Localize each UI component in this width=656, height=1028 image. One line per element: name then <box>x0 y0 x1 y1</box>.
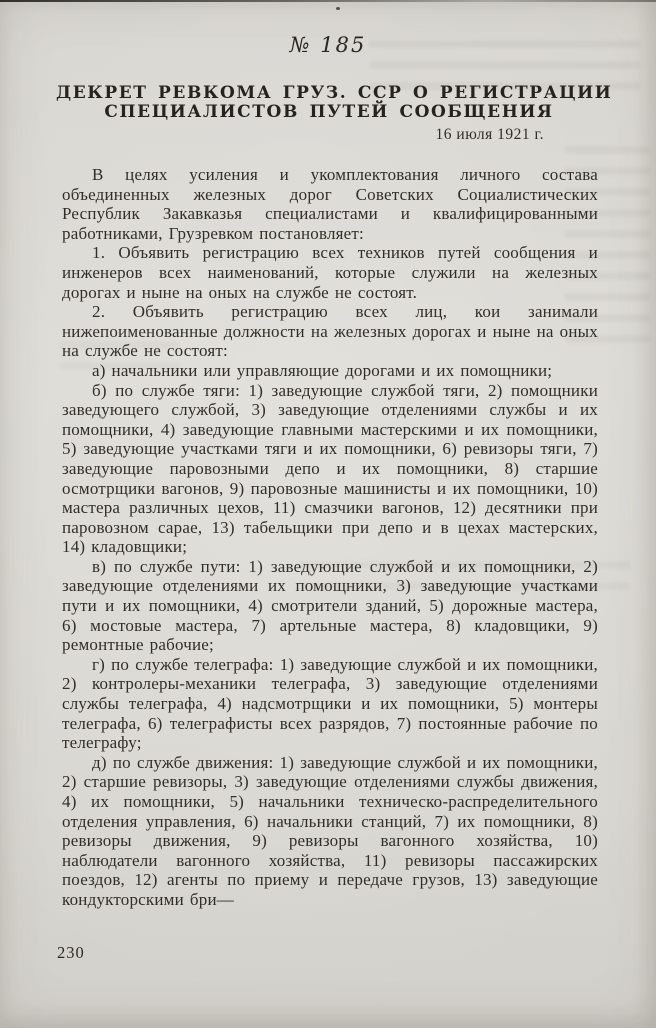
document-date: 16 июля 1921 г. <box>435 126 544 143</box>
paragraph-point-1: 1. Объявить регистрацию всех техников путей сообщения и инженеров всех наименований, которые служили на железных дорогах и ныне на оных на службе не состоят. <box>62 243 598 302</box>
ink-speck <box>336 7 340 10</box>
paragraph-point-2: 2. Объявить регистрацию всех лиц, кои занимали нижепоименованные должности на железных дорогах и ныне на оных на службе не состоят: <box>62 302 598 361</box>
paragraph-item-v: в) по службе пути: 1) заведующие службой и их помощники, 2) заведующие отделениями их помощники, 3) заведующие участками пути и их помощники, 4) смотрители зданий, 5) дорожные мастера, 6) мостовые мастера, 7) артельные мастера, 8) кладовщики, 9) ремонтные рабочие; <box>62 556 598 655</box>
page-number: 230 <box>57 943 85 962</box>
paragraph-item-a: а) начальники или управляющие дорогами и их помощники; <box>92 360 553 380</box>
document-number: № 185 <box>289 33 367 57</box>
document-title <box>56 83 613 122</box>
scan-edge-artifact <box>0 0 656 2</box>
paragraph-item-d: д) по службе движения: 1) заведующие службой и их помощники, 2) старшие ревизоры, 3) заведующие отделениями службы движения, 4) их помощники, 5) начальники техническо-распределительного отделения управления, 6) начальники станций, 7) их помощники, 8) ревизоры движения, 9) ревизоры вагонного хозяйства, 10) наблюдатели вагонного хозяйства, 11) ревизоры пассажирских поездов, 12) агенты по приему и передаче грузов, 13) заведующие кондукторскими бри— <box>62 752 598 909</box>
title-line-1: ДЕКРЕТ РЕВКОМА ГРУЗ. ССР О РЕГИСТРАЦИИ <box>56 83 613 103</box>
paragraph-item-b: б) по службе тяги: 1) заведующие службой тяги, 2) помощники заведующего службой, 3) заведующие отделениями службы и их помощники, 4) заведующие главными мастерскими и их помощники, 5) заведующие участками тяги и их помощники, 6) ревизоры тяги, 7) заведующие паровозными депо и их помощники, 8) старшие осмотрщики вагонов, 9) паровозные машинисты и их помощники, 10) мастера различных цехов, 11) смазчики вагонов, 12) десятники при паровозном сарае, 13) табельщики при депо и в цехах мастерских, 14) кладовщики; <box>62 380 598 557</box>
title-line-2: СПЕЦИАЛИСТОВ ПУТЕЙ СООБЩЕНИЯ <box>104 102 554 122</box>
document-body <box>62 165 598 958</box>
paragraph-preamble: В целях усиления и укомплектования личного состава объединенных железных дорог Советских Социалистических Республик Закавказья специалистами и квалифицированными работниками, Грузревком постановляет: <box>62 165 598 243</box>
paragraph-item-g: г) по службе телеграфа: 1) заведующие службой и их помощники, 2) контролеры-механики телеграфа, 3) заведующие отделениями службы телеграфа, 4) надсмотрщики и их помощники, 5) монтеры телеграфа, 6) телеграфисты всех разрядов, 7) постоянные рабочие по телеграфу; <box>62 654 598 753</box>
